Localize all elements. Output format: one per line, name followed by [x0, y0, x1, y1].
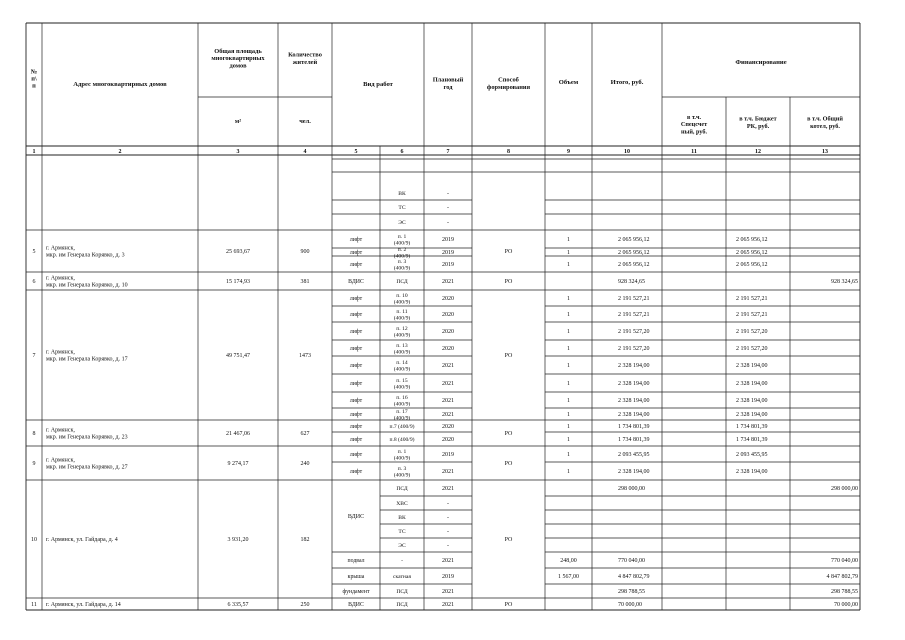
header-area: домов [229, 62, 247, 70]
header-residents-unit: чел. [299, 118, 311, 125]
formation-method: РО [504, 431, 513, 438]
row-number: 8 [32, 431, 36, 438]
total-amount: 2 065 956,12 [618, 237, 650, 244]
volume: 248,00 [560, 558, 577, 565]
volume: 1 [567, 363, 570, 370]
work-detail: ПСД [396, 589, 408, 596]
total-amount: 70 000,00 [618, 602, 642, 609]
column-number: 12 [755, 148, 761, 155]
volume: 1 [567, 412, 570, 419]
building-address: г. Армянск, [46, 245, 75, 252]
work-detail: ПСД [396, 602, 408, 609]
header-volume: Объем [558, 79, 579, 86]
volume: 1 [567, 312, 570, 319]
work-detail: (400/9) [393, 455, 411, 462]
work-detail: (400/9) [393, 415, 411, 422]
header-residents: жителей [292, 58, 318, 66]
budget-amount: 2 093 455,95 [736, 452, 768, 459]
plan-year: 2020 [442, 346, 454, 353]
row-number: 7 [32, 353, 36, 360]
work-detail: ЭС [398, 220, 406, 227]
work-detail: п. 1 [397, 449, 407, 456]
total-amount: 2 065 956,12 [618, 262, 650, 269]
common-amount: 928 324,65 [831, 279, 858, 286]
total-amount: 2 191 527,21 [618, 296, 650, 303]
common-amount: 4 847 802,79 [826, 574, 858, 581]
building-address: мкр. им Генерала Корявко, д. 17 [46, 356, 128, 363]
row-number: 5 [32, 249, 36, 256]
formation-method: РО [504, 537, 513, 544]
formation-method: РО [504, 602, 513, 609]
column-number: 8 [507, 148, 510, 155]
work-detail: п. 3 [397, 259, 407, 266]
residents-count: 900 [300, 249, 310, 256]
volume: 1 [567, 250, 570, 257]
plan-year: - [447, 191, 449, 198]
work-detail: п. 13 [396, 343, 408, 350]
total-amount: 2 328 194,00 [618, 363, 650, 370]
building-address: мкр. им Генерала Корявко, д. 23 [46, 434, 128, 441]
budget-amount: 2 328 194,00 [736, 412, 768, 419]
header-work-type: Вид работ [363, 81, 393, 88]
volume: 1 [567, 398, 570, 405]
work-detail: п. 15 [396, 378, 408, 385]
residents-count: 182 [300, 537, 310, 544]
plan-year: 2019 [442, 237, 454, 244]
work-detail: (400/9) [393, 349, 411, 356]
work-detail: ПСД [396, 486, 408, 493]
work-detail: п. 11 [396, 309, 408, 316]
plan-year: - [447, 220, 449, 227]
building-area: 25 693,67 [226, 249, 250, 256]
plan-year: - [447, 501, 449, 508]
work-type: лифт [349, 312, 363, 319]
work-type: лифт [349, 381, 363, 388]
total-amount: 1 734 801,39 [618, 437, 650, 444]
work-detail: (400/9) [393, 332, 411, 339]
building-area: 3 931,20 [227, 537, 249, 544]
residents-count: 250 [300, 602, 310, 609]
plan-year: - [447, 543, 449, 550]
plan-year: 2021 [442, 602, 454, 609]
budget-amount: 2 328 194,00 [736, 398, 768, 405]
total-amount: 928 324,65 [618, 279, 645, 286]
header-area: Общая площадь [214, 48, 262, 55]
work-type: лифт [349, 398, 363, 405]
row-number: 6 [32, 279, 36, 286]
plan-year: 2020 [442, 424, 454, 431]
budget-amount: 2 328 194,00 [736, 363, 768, 370]
building-address: г. Армянск, ул. Гайдара, д. 14 [46, 602, 121, 609]
work-type: лифт [349, 469, 363, 476]
residents-count: 381 [300, 279, 310, 286]
column-number: 6 [400, 148, 404, 155]
volume: 1 [567, 296, 570, 303]
budget-amount: 1 734 801,39 [736, 437, 768, 444]
plan-year: 2021 [442, 279, 454, 286]
plan-year: 2021 [442, 486, 454, 493]
work-type: фундамент [342, 589, 370, 596]
header-area: многоквартирных [211, 55, 265, 63]
work-type: ВДИС [347, 514, 365, 521]
header-residents: Количество [288, 51, 322, 59]
total-amount: 2 328 194,00 [618, 398, 650, 405]
formation-method: РО [504, 353, 513, 360]
work-detail: п.8 (400/9) [389, 437, 415, 444]
work-detail: п. 16 [396, 395, 408, 402]
volume: 1 [567, 424, 570, 431]
work-detail: п. 17 [396, 409, 408, 416]
header-fin-special: ный, руб. [680, 128, 708, 136]
building-address: мкр. им Генерала Корявко, д. 10 [46, 282, 128, 289]
total-amount: 298 000,00 [618, 486, 645, 493]
building-address: г. Армянск, [46, 275, 75, 282]
plan-year: - [447, 529, 449, 536]
work-detail: ТС [398, 205, 406, 212]
building-address: г. Армянск, ул. Гайдара, д. 4 [46, 537, 118, 544]
column-number: 11 [691, 148, 697, 155]
header-fin-budget: в т.ч. Бюджет [739, 115, 777, 123]
plan-year: 2021 [442, 398, 454, 405]
work-detail: скатная [393, 574, 411, 581]
total-amount: 4 847 802,79 [618, 574, 650, 581]
plan-year: 2020 [442, 296, 454, 303]
row-number: 11 [31, 602, 37, 609]
header-fin-common: в т.ч. Общий [807, 115, 843, 123]
work-detail: ПСД [396, 279, 408, 286]
header-fin-budget: РК, руб. [746, 122, 770, 130]
common-amount: 298 000,00 [831, 486, 858, 493]
building-area: 15 174,93 [226, 279, 250, 286]
budget-amount: 2 191 527,20 [736, 346, 768, 353]
plan-year: 2019 [442, 452, 454, 459]
work-detail: ЭС [398, 543, 406, 550]
building-area: 49 751,47 [226, 353, 250, 360]
work-detail: п. 12 [396, 326, 408, 333]
common-amount: 70 000,00 [834, 602, 858, 609]
volume: 1 [567, 262, 570, 269]
work-detail: (400/9) [393, 315, 411, 322]
cell-text: № [30, 68, 38, 76]
budget-amount: 2 191 527,21 [736, 312, 768, 319]
work-detail: (400/9) [393, 401, 411, 408]
work-type: лифт [349, 412, 363, 419]
work-detail: п. 10 [396, 293, 408, 300]
plan-year: 2019 [442, 262, 454, 269]
column-number: 7 [446, 148, 450, 155]
total-amount: 2 328 194,00 [618, 412, 650, 419]
plan-year: 2020 [442, 329, 454, 336]
header-fin-common: котел, руб. [810, 122, 840, 130]
work-type: крыша [347, 574, 365, 581]
header-address: Адрес многоквартирных домов [73, 81, 167, 88]
residents-count: 240 [300, 461, 310, 468]
plan-year: 2021 [442, 412, 454, 419]
volume: 1 [567, 381, 570, 388]
work-detail: п.7 (400/9) [389, 424, 415, 431]
work-type: лифт [349, 424, 363, 431]
plan-year: 2021 [442, 381, 454, 388]
total-amount: 2 328 194,00 [618, 381, 650, 388]
plan-year: 2019 [442, 250, 454, 257]
total-amount: 298 788,55 [618, 589, 645, 596]
column-number: 1 [32, 148, 36, 155]
work-type: лифт [349, 329, 363, 336]
work-detail: (400/9) [393, 472, 411, 479]
volume: 1 [567, 346, 570, 353]
work-type: лифт [349, 296, 363, 303]
volume: 1 [567, 437, 570, 444]
plan-year: 2019 [442, 574, 454, 581]
column-number: 13 [822, 148, 828, 155]
work-type: лифт [349, 250, 363, 257]
work-type: лифт [349, 363, 363, 370]
plan-year: - [447, 515, 449, 522]
volume: 1 [567, 452, 570, 459]
cell-text: п [32, 82, 36, 90]
plan-year: 2021 [442, 469, 454, 476]
row-number: 9 [32, 461, 36, 468]
column-number: 4 [303, 148, 307, 155]
work-detail: ВК [398, 515, 406, 522]
work-detail: п. 14 [396, 360, 408, 367]
work-type: подвал [347, 558, 365, 565]
budget-amount: 1 734 801,39 [736, 424, 768, 431]
total-amount: 1 734 801,39 [618, 424, 650, 431]
row-number: 10 [31, 537, 37, 544]
work-detail: ХВС [396, 501, 408, 508]
budget-amount: 2 065 956,12 [736, 262, 768, 269]
plan-year: 2020 [442, 437, 454, 444]
residents-count: 627 [300, 431, 310, 438]
work-type: ВДИС [348, 279, 364, 286]
work-type: ВДИС [348, 602, 364, 609]
work-detail: - [401, 558, 403, 565]
work-detail: (400/9) [393, 366, 411, 373]
total-amount: 2 191 527,20 [618, 329, 650, 336]
common-amount: 770 040,00 [831, 558, 858, 565]
total-amount: 2 191 527,20 [618, 346, 650, 353]
building-address: г. Армянск, [46, 427, 75, 434]
header-fin-special: в т.ч. [686, 114, 702, 121]
column-number: 9 [567, 148, 570, 155]
work-type: лифт [349, 237, 363, 244]
building-address: мкр. им Генерала Корявко, д. 27 [46, 464, 128, 471]
column-number: 10 [624, 148, 630, 155]
work-detail: (400/9) [393, 240, 411, 247]
work-detail: п. 1 [397, 234, 407, 241]
work-detail: ТС [398, 529, 406, 536]
header-fin-special: Спецсчет [680, 121, 708, 129]
budget-amount: 2 191 527,21 [736, 296, 768, 303]
plan-year: 2021 [442, 363, 454, 370]
work-detail: (400/9) [393, 253, 411, 260]
header-method: Способ [498, 76, 519, 84]
formation-method: РО [504, 279, 513, 286]
building-address: мкр. им Генерала Корявко, д. 3 [46, 252, 125, 259]
building-address: г. Армянск, [46, 457, 75, 464]
header-total: Итого, руб. [610, 79, 644, 86]
total-amount: 2 191 527,21 [618, 312, 650, 319]
header-plan-year: год [443, 83, 453, 91]
building-area: 9 274,17 [227, 461, 249, 468]
work-type: лифт [349, 452, 363, 459]
work-detail: п. 2 [397, 247, 407, 254]
work-type: лифт [349, 346, 363, 353]
formation-method: РО [504, 461, 513, 468]
volume: 1 567,00 [558, 574, 579, 581]
total-amount: 2 328 194,00 [618, 469, 650, 476]
residents-count: 1473 [299, 353, 311, 360]
plan-year: 2021 [442, 589, 454, 596]
work-detail: (400/9) [393, 299, 411, 306]
budget-amount: 2 065 956,12 [736, 250, 768, 257]
budget-amount: 2 328 194,00 [736, 469, 768, 476]
budget-amount: 2 191 527,20 [736, 329, 768, 336]
building-area: 21 467,06 [226, 431, 250, 438]
budget-amount: 2 065 956,12 [736, 237, 768, 244]
column-number: 2 [118, 148, 122, 155]
building-address: г. Армянск, [46, 349, 75, 356]
common-amount: 298 788,55 [831, 589, 858, 596]
plan-year: 2020 [442, 312, 454, 319]
plan-year: - [447, 205, 449, 212]
work-detail: п. 3 [397, 466, 407, 473]
plan-year: 2021 [442, 558, 454, 565]
building-area: 6 335,57 [227, 602, 249, 609]
header-area-unit: м² [234, 118, 242, 125]
work-detail: (400/9) [393, 265, 411, 272]
work-type: лифт [349, 262, 363, 269]
work-detail: (400/9) [393, 384, 411, 391]
column-number: 3 [236, 148, 240, 155]
volume: 1 [567, 469, 570, 476]
budget-amount: 2 328 194,00 [736, 381, 768, 388]
header-method: формирования [486, 83, 531, 91]
column-number: 5 [354, 148, 358, 155]
header-plan-year: Плановый [432, 76, 464, 84]
total-amount: 2 093 455,95 [618, 452, 650, 459]
work-type: лифт [349, 437, 363, 444]
header-financing: Финансирование [735, 59, 787, 66]
volume: 1 [567, 237, 570, 244]
work-detail: ВК [398, 191, 406, 198]
total-amount: 2 065 956,12 [618, 250, 650, 257]
total-amount: 770 040,00 [618, 558, 645, 565]
volume: 1 [567, 329, 570, 336]
formation-method: РО [504, 249, 513, 256]
cell-text: п\ [31, 75, 37, 83]
